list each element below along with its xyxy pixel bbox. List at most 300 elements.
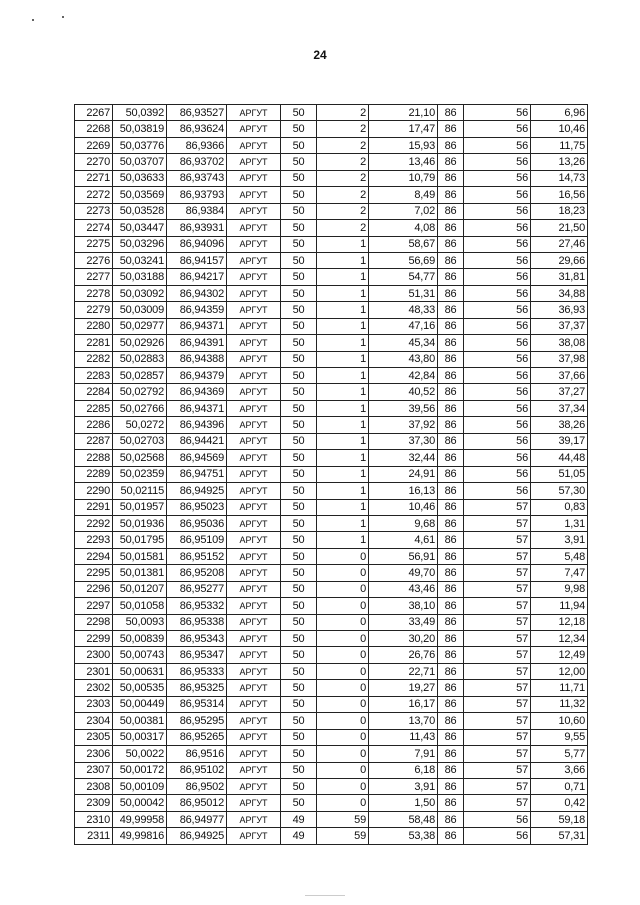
lon-seconds-cell: 16,56 — [531, 187, 588, 203]
lat-degrees-cell: 49 — [281, 828, 317, 844]
lon-minutes-cell: 57 — [464, 696, 531, 712]
lat-degrees-cell: 50 — [281, 631, 317, 647]
river-name-cell: АРГУТ — [227, 269, 281, 285]
river-name-cell: АРГУТ — [227, 778, 281, 794]
row-number-cell: 2283 — [75, 368, 113, 384]
latitude-cell: 50,0392 — [113, 105, 167, 121]
table-row — [75, 795, 588, 811]
lon-degrees-cell: 86 — [438, 400, 464, 416]
lon-degrees-cell: 86 — [438, 713, 464, 729]
longitude-cell: 86,94925 — [167, 828, 227, 844]
lon-seconds-cell: 36,93 — [531, 302, 588, 318]
row-number-cell: 2275 — [75, 236, 113, 252]
lat-seconds-cell: 45,34 — [369, 335, 438, 351]
table-row — [75, 203, 588, 219]
table-row — [75, 417, 588, 433]
table-row — [75, 499, 588, 515]
lon-minutes-cell: 57 — [464, 532, 531, 548]
lon-minutes-cell: 56 — [464, 335, 531, 351]
river-name-cell: АРГУТ — [227, 598, 281, 614]
lon-seconds-cell: 57,31 — [531, 828, 588, 844]
row-number-cell: 2269 — [75, 137, 113, 153]
river-name-cell: АРГУТ — [227, 236, 281, 252]
lon-minutes-cell: 57 — [464, 746, 531, 762]
lat-seconds-cell: 49,70 — [369, 565, 438, 581]
row-number-cell: 2308 — [75, 778, 113, 794]
longitude-cell: 86,94096 — [167, 236, 227, 252]
lon-minutes-cell: 57 — [464, 713, 531, 729]
latitude-cell: 50,01381 — [113, 565, 167, 581]
lon-degrees-cell: 86 — [438, 631, 464, 647]
lat-minutes-cell: 0 — [317, 762, 369, 778]
lon-degrees-cell: 86 — [438, 318, 464, 334]
river-name-cell: АРГУТ — [227, 746, 281, 762]
lon-seconds-cell: 9,98 — [531, 581, 588, 597]
lat-minutes-cell: 1 — [317, 285, 369, 301]
lon-seconds-cell: 0,71 — [531, 778, 588, 794]
lon-minutes-cell: 57 — [464, 762, 531, 778]
lon-degrees-cell: 86 — [438, 220, 464, 236]
table-row — [75, 696, 588, 712]
lon-degrees-cell: 86 — [438, 335, 464, 351]
lon-degrees-cell: 86 — [438, 105, 464, 121]
row-number-cell: 2306 — [75, 746, 113, 762]
lon-degrees-cell: 86 — [438, 483, 464, 499]
latitude-cell: 50,0093 — [113, 614, 167, 630]
lon-seconds-cell: 9,55 — [531, 729, 588, 745]
lat-minutes-cell: 2 — [317, 154, 369, 170]
lat-degrees-cell: 50 — [281, 269, 317, 285]
page-number: 24 — [313, 48, 327, 62]
latitude-cell: 50,03633 — [113, 170, 167, 186]
lon-degrees-cell: 86 — [438, 729, 464, 745]
longitude-cell: 86,95152 — [167, 548, 227, 564]
lat-minutes-cell: 0 — [317, 778, 369, 794]
lon-degrees-cell: 86 — [438, 203, 464, 219]
lat-seconds-cell: 22,71 — [369, 663, 438, 679]
lat-seconds-cell: 11,43 — [369, 729, 438, 745]
latitude-cell: 50,02359 — [113, 466, 167, 482]
row-number-cell: 2301 — [75, 663, 113, 679]
river-name-cell: АРГУТ — [227, 614, 281, 630]
lon-minutes-cell: 56 — [464, 236, 531, 252]
row-number-cell: 2302 — [75, 680, 113, 696]
lon-minutes-cell: 56 — [464, 285, 531, 301]
table-row — [75, 647, 588, 663]
lon-degrees-cell: 86 — [438, 466, 464, 482]
lon-seconds-cell: 38,08 — [531, 335, 588, 351]
lon-seconds-cell: 51,05 — [531, 466, 588, 482]
table-row — [75, 220, 588, 236]
lat-degrees-cell: 50 — [281, 680, 317, 696]
lon-degrees-cell: 86 — [438, 548, 464, 564]
lat-degrees-cell: 50 — [281, 368, 317, 384]
lat-minutes-cell: 1 — [317, 384, 369, 400]
river-name-cell: АРГУТ — [227, 548, 281, 564]
row-number-cell: 2289 — [75, 466, 113, 482]
table-body — [75, 105, 588, 845]
longitude-cell: 86,93624 — [167, 121, 227, 137]
table-row — [75, 828, 588, 844]
lat-seconds-cell: 37,30 — [369, 433, 438, 449]
scan-speck — [32, 19, 34, 21]
latitude-cell: 50,01058 — [113, 598, 167, 614]
lon-seconds-cell: 12,00 — [531, 663, 588, 679]
row-number-cell: 2286 — [75, 417, 113, 433]
lat-minutes-cell: 0 — [317, 663, 369, 679]
row-number-cell: 2278 — [75, 285, 113, 301]
longitude-cell: 86,95012 — [167, 795, 227, 811]
river-name-cell: АРГУТ — [227, 220, 281, 236]
lon-seconds-cell: 7,47 — [531, 565, 588, 581]
lon-seconds-cell: 31,81 — [531, 269, 588, 285]
table-row — [75, 598, 588, 614]
row-number-cell: 2288 — [75, 450, 113, 466]
latitude-cell: 50,02568 — [113, 450, 167, 466]
table-row — [75, 252, 588, 268]
lat-degrees-cell: 50 — [281, 302, 317, 318]
river-name-cell: АРГУТ — [227, 713, 281, 729]
lon-seconds-cell: 0,42 — [531, 795, 588, 811]
lat-seconds-cell: 48,33 — [369, 302, 438, 318]
lon-minutes-cell: 56 — [464, 368, 531, 384]
lat-seconds-cell: 17,47 — [369, 121, 438, 137]
lat-seconds-cell: 53,38 — [369, 828, 438, 844]
latitude-cell: 50,02703 — [113, 433, 167, 449]
river-name-cell: АРГУТ — [227, 680, 281, 696]
lon-seconds-cell: 37,27 — [531, 384, 588, 400]
lat-degrees-cell: 50 — [281, 203, 317, 219]
scan-speck — [62, 16, 64, 18]
lat-degrees-cell: 50 — [281, 121, 317, 137]
lon-degrees-cell: 86 — [438, 581, 464, 597]
river-name-cell: АРГУТ — [227, 400, 281, 416]
latitude-cell: 50,01207 — [113, 581, 167, 597]
lat-minutes-cell: 2 — [317, 121, 369, 137]
row-number-cell: 2277 — [75, 269, 113, 285]
lat-seconds-cell: 26,76 — [369, 647, 438, 663]
table-row — [75, 778, 588, 794]
lon-minutes-cell: 56 — [464, 433, 531, 449]
lat-seconds-cell: 15,93 — [369, 137, 438, 153]
lat-degrees-cell: 50 — [281, 285, 317, 301]
lon-minutes-cell: 56 — [464, 811, 531, 827]
river-name-cell: АРГУТ — [227, 729, 281, 745]
lat-minutes-cell: 1 — [317, 252, 369, 268]
lon-seconds-cell: 12,49 — [531, 647, 588, 663]
river-name-cell: АРГУТ — [227, 302, 281, 318]
lat-degrees-cell: 50 — [281, 499, 317, 515]
row-number-cell: 2293 — [75, 532, 113, 548]
river-name-cell: АРГУТ — [227, 466, 281, 482]
river-name-cell: АРГУТ — [227, 137, 281, 153]
lat-degrees-cell: 50 — [281, 236, 317, 252]
lon-degrees-cell: 86 — [438, 368, 464, 384]
river-name-cell: АРГУТ — [227, 170, 281, 186]
lat-seconds-cell: 10,79 — [369, 170, 438, 186]
lat-degrees-cell: 50 — [281, 400, 317, 416]
table-row — [75, 433, 588, 449]
lon-minutes-cell: 57 — [464, 795, 531, 811]
lon-minutes-cell: 56 — [464, 121, 531, 137]
lat-seconds-cell: 10,46 — [369, 499, 438, 515]
lon-degrees-cell: 86 — [438, 762, 464, 778]
lon-seconds-cell: 18,23 — [531, 203, 588, 219]
longitude-cell: 86,94396 — [167, 417, 227, 433]
latitude-cell: 50,03188 — [113, 269, 167, 285]
lat-seconds-cell: 13,70 — [369, 713, 438, 729]
longitude-cell: 86,95109 — [167, 532, 227, 548]
lat-seconds-cell: 24,91 — [369, 466, 438, 482]
row-number-cell: 2279 — [75, 302, 113, 318]
lat-minutes-cell: 1 — [317, 499, 369, 515]
latitude-cell: 50,0022 — [113, 746, 167, 762]
lon-degrees-cell: 86 — [438, 285, 464, 301]
lon-seconds-cell: 5,77 — [531, 746, 588, 762]
lat-degrees-cell: 50 — [281, 384, 317, 400]
longitude-cell: 86,9502 — [167, 778, 227, 794]
lon-seconds-cell: 10,60 — [531, 713, 588, 729]
lon-degrees-cell: 86 — [438, 598, 464, 614]
row-number-cell: 2300 — [75, 647, 113, 663]
table-row — [75, 762, 588, 778]
table-row — [75, 631, 588, 647]
longitude-cell: 86,95277 — [167, 581, 227, 597]
latitude-cell: 50,00381 — [113, 713, 167, 729]
table-row — [75, 746, 588, 762]
lat-minutes-cell: 1 — [317, 433, 369, 449]
table-row — [75, 187, 588, 203]
lat-degrees-cell: 50 — [281, 450, 317, 466]
lat-seconds-cell: 4,08 — [369, 220, 438, 236]
river-name-cell: АРГУТ — [227, 795, 281, 811]
lon-minutes-cell: 57 — [464, 729, 531, 745]
latitude-cell: 50,00042 — [113, 795, 167, 811]
longitude-cell: 86,94371 — [167, 400, 227, 416]
row-number-cell: 2299 — [75, 631, 113, 647]
longitude-cell: 86,94421 — [167, 433, 227, 449]
longitude-cell: 86,94391 — [167, 335, 227, 351]
river-name-cell: АРГУТ — [227, 762, 281, 778]
table-row — [75, 137, 588, 153]
river-name-cell: АРГУТ — [227, 252, 281, 268]
lat-minutes-cell: 1 — [317, 302, 369, 318]
lat-minutes-cell: 0 — [317, 729, 369, 745]
latitude-cell: 50,00631 — [113, 663, 167, 679]
lat-minutes-cell: 0 — [317, 631, 369, 647]
row-number-cell: 2296 — [75, 581, 113, 597]
river-name-cell: АРГУТ — [227, 105, 281, 121]
lon-seconds-cell: 5,48 — [531, 548, 588, 564]
lat-seconds-cell: 7,02 — [369, 203, 438, 219]
river-name-cell: АРГУТ — [227, 696, 281, 712]
latitude-cell: 50,01957 — [113, 499, 167, 515]
lat-seconds-cell: 3,91 — [369, 778, 438, 794]
lat-seconds-cell: 21,10 — [369, 105, 438, 121]
longitude-cell: 86,95208 — [167, 565, 227, 581]
river-name-cell: АРГУТ — [227, 828, 281, 844]
latitude-cell: 50,0272 — [113, 417, 167, 433]
longitude-cell: 86,95332 — [167, 598, 227, 614]
lon-seconds-cell: 57,30 — [531, 483, 588, 499]
river-name-cell: АРГУТ — [227, 318, 281, 334]
longitude-cell: 86,95338 — [167, 614, 227, 630]
table-row — [75, 811, 588, 827]
lat-minutes-cell: 0 — [317, 680, 369, 696]
lon-minutes-cell: 57 — [464, 581, 531, 597]
table-row — [75, 565, 588, 581]
latitude-cell: 50,01936 — [113, 515, 167, 531]
lat-minutes-cell: 0 — [317, 548, 369, 564]
table-row — [75, 384, 588, 400]
latitude-cell: 50,00172 — [113, 762, 167, 778]
row-number-cell: 2271 — [75, 170, 113, 186]
lon-seconds-cell: 27,46 — [531, 236, 588, 252]
row-number-cell: 2287 — [75, 433, 113, 449]
lat-seconds-cell: 43,80 — [369, 351, 438, 367]
row-number-cell: 2305 — [75, 729, 113, 745]
longitude-cell: 86,94302 — [167, 285, 227, 301]
lon-seconds-cell: 59,18 — [531, 811, 588, 827]
lon-degrees-cell: 86 — [438, 499, 464, 515]
lon-minutes-cell: 57 — [464, 663, 531, 679]
lat-degrees-cell: 50 — [281, 137, 317, 153]
latitude-cell: 50,02115 — [113, 483, 167, 499]
lon-degrees-cell: 86 — [438, 828, 464, 844]
longitude-cell: 86,95314 — [167, 696, 227, 712]
lon-seconds-cell: 6,96 — [531, 105, 588, 121]
table-row — [75, 351, 588, 367]
lat-minutes-cell: 1 — [317, 532, 369, 548]
lat-seconds-cell: 30,20 — [369, 631, 438, 647]
row-number-cell: 2270 — [75, 154, 113, 170]
lon-degrees-cell: 86 — [438, 450, 464, 466]
lon-seconds-cell: 11,75 — [531, 137, 588, 153]
lat-minutes-cell: 1 — [317, 351, 369, 367]
river-name-cell: АРГУТ — [227, 811, 281, 827]
lat-minutes-cell: 59 — [317, 811, 369, 827]
river-name-cell: АРГУТ — [227, 368, 281, 384]
footer-rule — [305, 895, 345, 896]
lat-seconds-cell: 56,69 — [369, 252, 438, 268]
lon-minutes-cell: 56 — [464, 302, 531, 318]
lon-minutes-cell: 56 — [464, 828, 531, 844]
river-name-cell: АРГУТ — [227, 581, 281, 597]
lat-seconds-cell: 13,46 — [369, 154, 438, 170]
latitude-cell: 50,03569 — [113, 187, 167, 203]
lat-minutes-cell: 2 — [317, 203, 369, 219]
row-number-cell: 2272 — [75, 187, 113, 203]
lon-degrees-cell: 86 — [438, 137, 464, 153]
lon-seconds-cell: 11,71 — [531, 680, 588, 696]
lat-minutes-cell: 2 — [317, 137, 369, 153]
lat-degrees-cell: 50 — [281, 318, 317, 334]
river-name-cell: АРГУТ — [227, 532, 281, 548]
table-row — [75, 285, 588, 301]
longitude-cell: 86,93793 — [167, 187, 227, 203]
lon-minutes-cell: 56 — [464, 450, 531, 466]
lat-degrees-cell: 50 — [281, 187, 317, 203]
table-row — [75, 105, 588, 121]
lon-degrees-cell: 86 — [438, 795, 464, 811]
latitude-cell: 50,00839 — [113, 631, 167, 647]
longitude-cell: 86,94379 — [167, 368, 227, 384]
row-number-cell: 2303 — [75, 696, 113, 712]
row-number-cell: 2281 — [75, 335, 113, 351]
lat-degrees-cell: 50 — [281, 663, 317, 679]
lat-degrees-cell: 50 — [281, 154, 317, 170]
row-number-cell: 2280 — [75, 318, 113, 334]
lon-seconds-cell: 21,50 — [531, 220, 588, 236]
lon-degrees-cell: 86 — [438, 778, 464, 794]
lat-minutes-cell: 1 — [317, 515, 369, 531]
lat-minutes-cell: 0 — [317, 565, 369, 581]
lat-seconds-cell: 38,10 — [369, 598, 438, 614]
longitude-cell: 86,93702 — [167, 154, 227, 170]
lat-degrees-cell: 50 — [281, 565, 317, 581]
lat-minutes-cell: 0 — [317, 647, 369, 663]
lat-minutes-cell: 1 — [317, 318, 369, 334]
lat-degrees-cell: 50 — [281, 433, 317, 449]
river-name-cell: АРГУТ — [227, 663, 281, 679]
table-row — [75, 400, 588, 416]
lat-minutes-cell: 0 — [317, 581, 369, 597]
river-name-cell: АРГУТ — [227, 515, 281, 531]
latitude-cell: 50,02883 — [113, 351, 167, 367]
lat-degrees-cell: 50 — [281, 778, 317, 794]
lon-degrees-cell: 86 — [438, 302, 464, 318]
lon-minutes-cell: 56 — [464, 105, 531, 121]
row-number-cell: 2304 — [75, 713, 113, 729]
row-number-cell: 2284 — [75, 384, 113, 400]
river-name-cell: АРГУТ — [227, 499, 281, 515]
lat-degrees-cell: 50 — [281, 252, 317, 268]
lon-minutes-cell: 57 — [464, 515, 531, 531]
lon-degrees-cell: 86 — [438, 170, 464, 186]
lat-minutes-cell: 2 — [317, 220, 369, 236]
lat-degrees-cell: 50 — [281, 335, 317, 351]
lat-degrees-cell: 50 — [281, 696, 317, 712]
lat-degrees-cell: 50 — [281, 614, 317, 630]
lat-seconds-cell: 7,91 — [369, 746, 438, 762]
longitude-cell: 86,93743 — [167, 170, 227, 186]
lon-seconds-cell: 11,32 — [531, 696, 588, 712]
lon-minutes-cell: 56 — [464, 187, 531, 203]
river-name-cell: АРГУТ — [227, 417, 281, 433]
lon-seconds-cell: 37,37 — [531, 318, 588, 334]
latitude-cell: 50,03528 — [113, 203, 167, 219]
lat-seconds-cell: 4,61 — [369, 532, 438, 548]
latitude-cell: 50,03296 — [113, 236, 167, 252]
lon-degrees-cell: 86 — [438, 565, 464, 581]
lat-degrees-cell: 50 — [281, 532, 317, 548]
lon-minutes-cell: 57 — [464, 647, 531, 663]
longitude-cell: 86,94369 — [167, 384, 227, 400]
lat-seconds-cell: 8,49 — [369, 187, 438, 203]
latitude-cell: 50,01795 — [113, 532, 167, 548]
lon-degrees-cell: 86 — [438, 663, 464, 679]
lon-minutes-cell: 57 — [464, 778, 531, 794]
table-row — [75, 170, 588, 186]
lon-minutes-cell: 56 — [464, 351, 531, 367]
lat-degrees-cell: 50 — [281, 105, 317, 121]
longitude-cell: 86,95265 — [167, 729, 227, 745]
table-row — [75, 483, 588, 499]
table-row — [75, 236, 588, 252]
longitude-cell: 86,94569 — [167, 450, 227, 466]
lat-degrees-cell: 50 — [281, 351, 317, 367]
longitude-cell: 86,94371 — [167, 318, 227, 334]
